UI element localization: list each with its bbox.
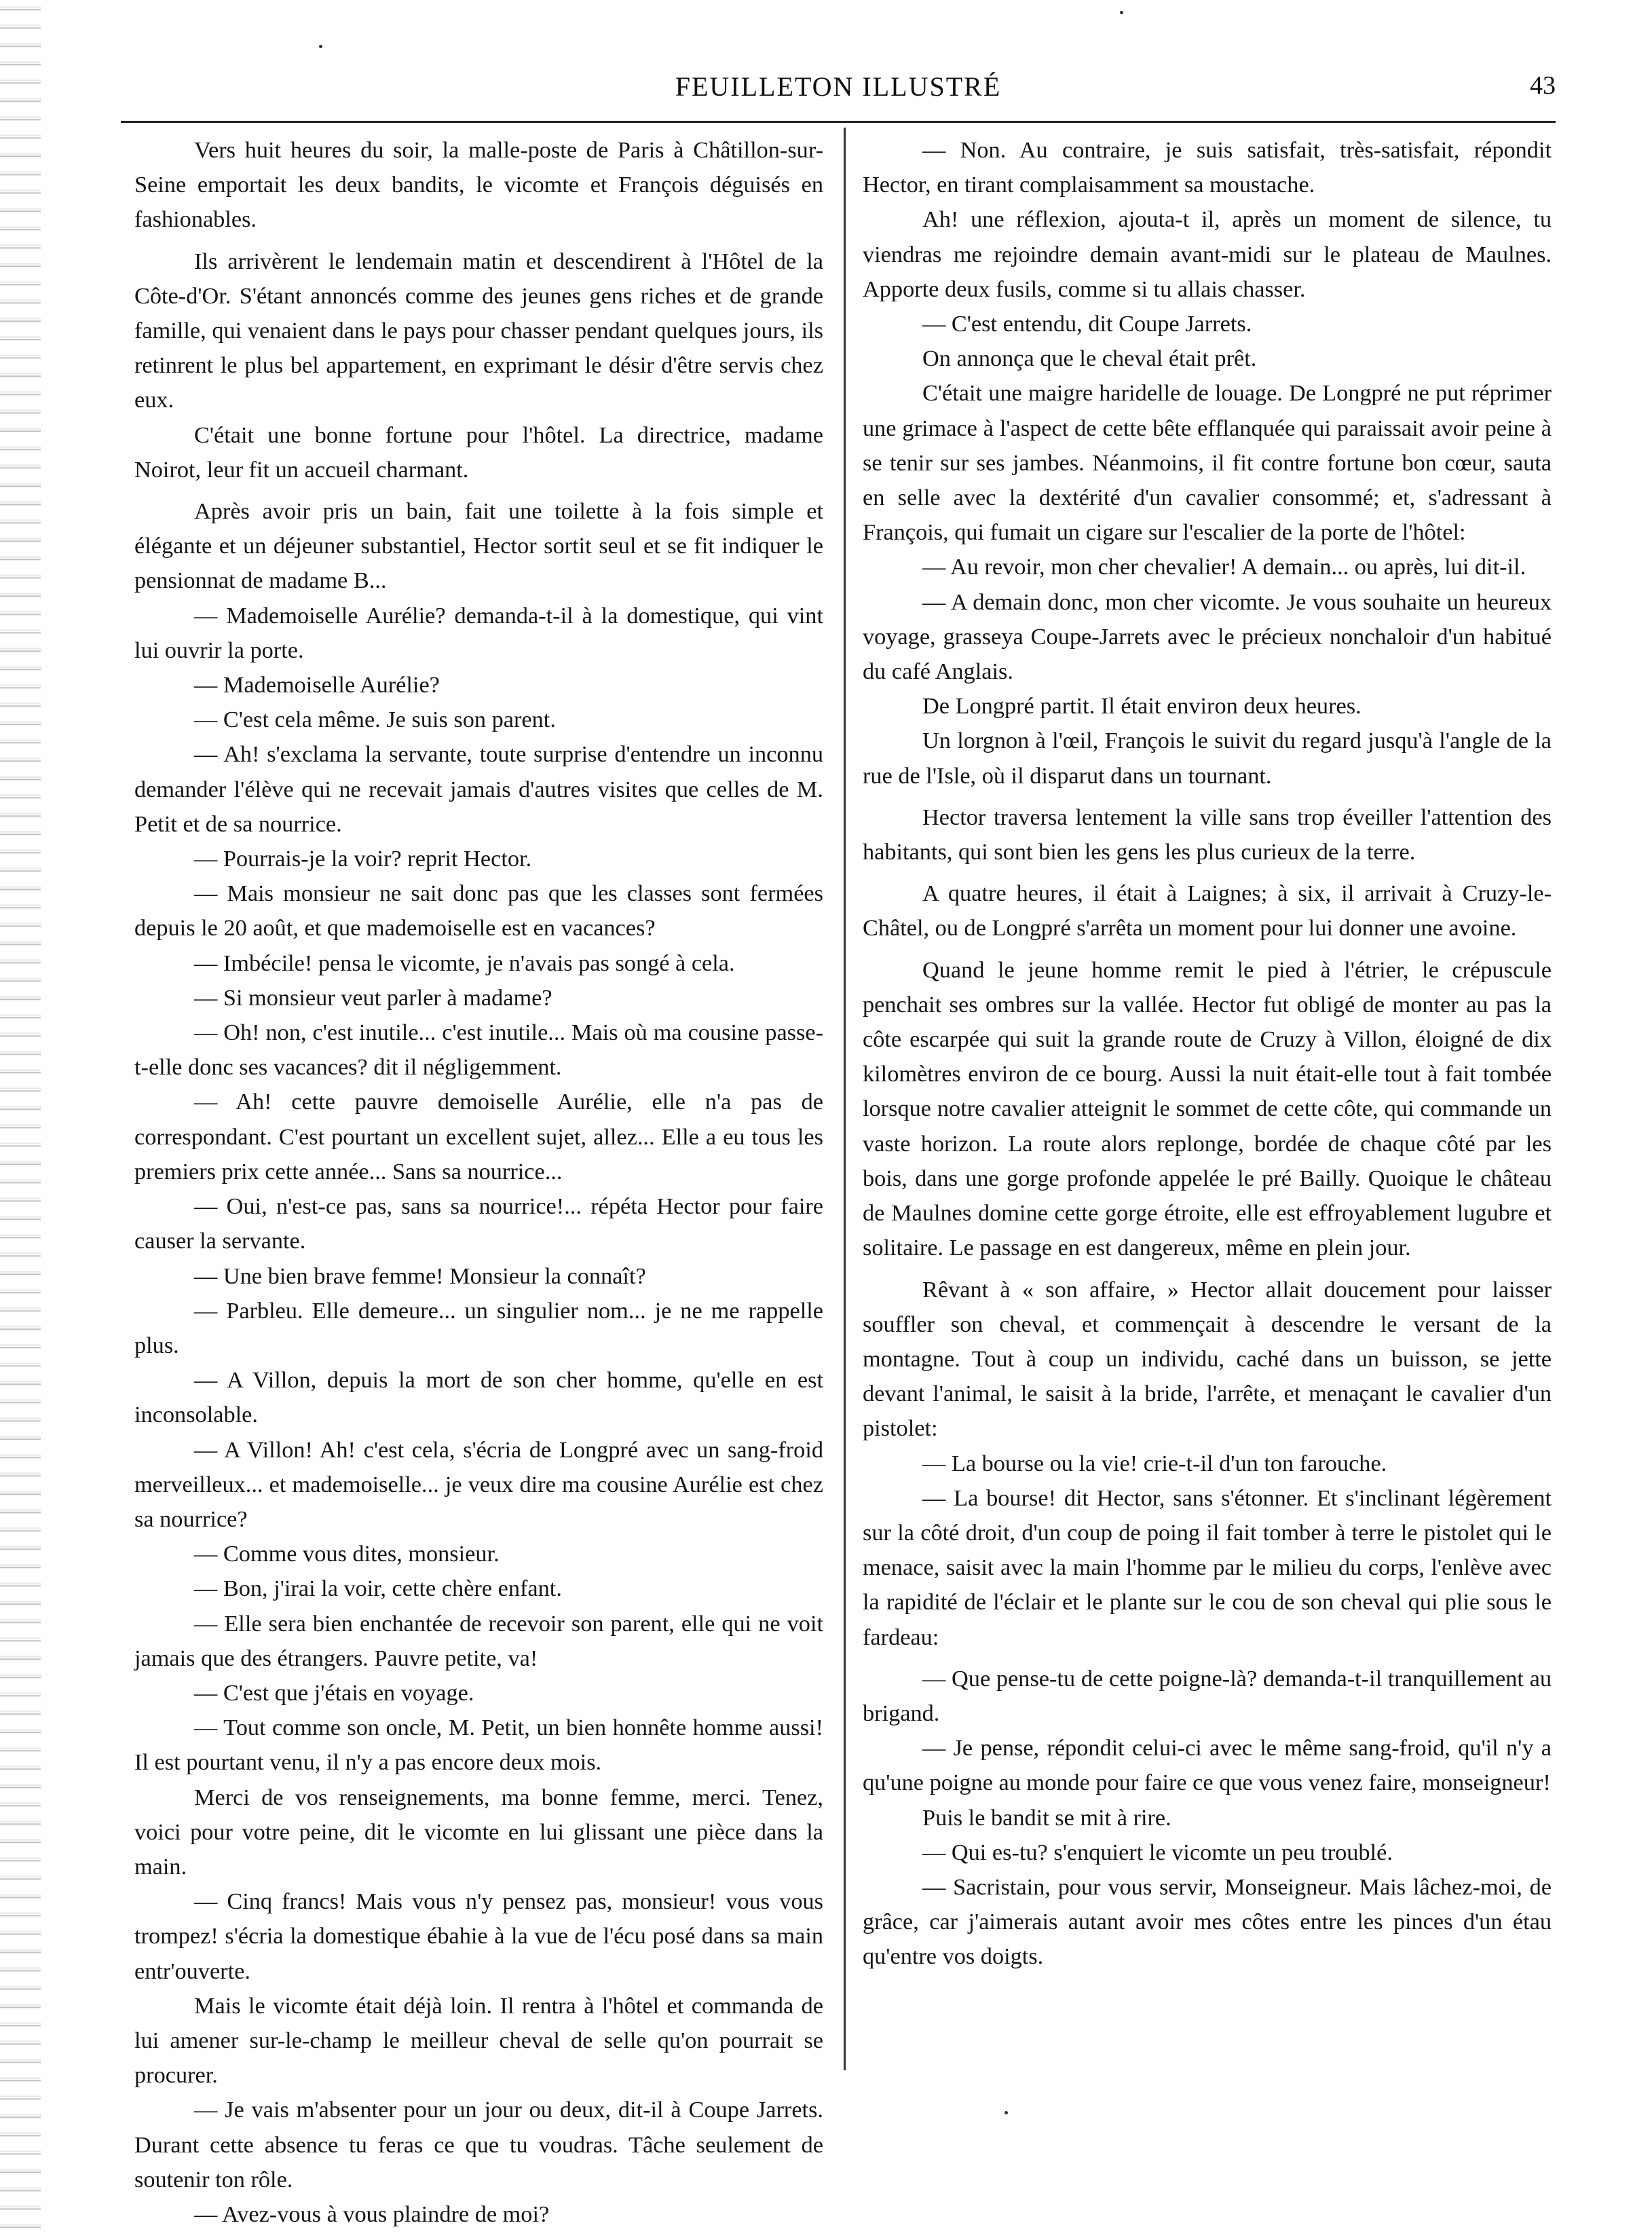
left-column-paragraph: — Mademoiselle Aurélie? demanda-t-il à la domestique, qui vint lui ouvrir la porte. (134, 602, 823, 663)
right-column-paragraph: — C'est entendu, dit Coupe Jarrets. (922, 311, 1252, 337)
right-column-paragraph: A quatre heures, il était à Laignes; à six, il arrivait à Cruzy-le-Châtel, ou de Longpré s'arrêta un moment pour lui donner une avoine. (863, 880, 1552, 941)
left-column-paragraph: — Une bien brave femme! Monsieur la connaît? (194, 1263, 646, 1289)
left-column-paragraph: — Parbleu. Elle demeure... un singulier nom... je ne me rappelle plus. (134, 1297, 823, 1358)
right-column-paragraph: Un lorgnon à l'œil, François le suivit du regard jusqu'à l'angle de la rue de l'Isle, où il disparut dans un tournant. (863, 728, 1552, 789)
running-head (121, 71, 1556, 111)
left-column-paragraph: — Oh! non, c'est inutile... c'est inutile... Mais où ma cousine passe-t-elle donc ses vacances? dit il négligemment. (134, 1020, 823, 1081)
right-column-paragraph: De Longpré partit. Il était environ deux heures. (922, 693, 1362, 720)
left-column-paragraph: Vers huit heures du soir, la malle-poste de Paris à Châtillon-sur-Seine emportait les deux bandits, le vicomte et François déguisés en fashionables. (134, 137, 823, 233)
right-column-paragraph: — A demain donc, mon cher vicomte. Je vous souhaite un heureux voyage, grasseya Coupe-Jarrets avec le précieux nonchaloir d'un habitué du café Anglais. (863, 589, 1552, 685)
right-column-paragraph: — Sacristain, pour vous servir, Monseigneur. Mais lâchez-moi, de grâce, car j'aimerais autant avoir mes côtes entre les pinces d'un étau qu'entre vos doigts. (863, 1873, 1552, 1970)
left-column-paragraph: — Pourrais-je la voir? reprit Hector. (194, 846, 532, 872)
right-column (863, 133, 1552, 1975)
left-column-paragraph: — Imbécile! pensa le vicomte, je n'avais pas songé à cela. (194, 950, 735, 976)
left-column-paragraph: — Si monsieur veut parler à madame? (194, 984, 552, 1011)
right-column-paragraph: — Au revoir, mon cher chevalier! A demain... ou après, lui dit-il. (922, 554, 1526, 580)
print-speck (1120, 11, 1123, 14)
print-speck (1005, 2111, 1008, 2114)
left-column-paragraph: — Comme vous dites, monsieur. (194, 1541, 500, 1567)
left-column-paragraph: — Avez-vous à vous plaindre de moi? (194, 2201, 550, 2227)
right-column-paragraph: Hector traversa lentement la ville sans trop éveiller l'attention des habitants, qui sont bien les gens les plus curieux de la terre. (863, 804, 1552, 865)
right-column-paragraph: Puis le bandit se mit à rire. (922, 1804, 1171, 1831)
left-column-paragraph: — Bon, j'irai la voir, cette chère enfant. (194, 1575, 562, 1602)
left-column-paragraph: — Oui, n'est-ce pas, sans sa nourrice!... répéta Hector pour faire causer la servante. (134, 1193, 823, 1254)
left-column-paragraph: Mais le vicomte était déjà loin. Il rentra à l'hôtel et commanda de lui amener sur-le-champ le meilleur cheval de selle qu'on pourrait se procurer. (134, 1992, 823, 2089)
left-column-paragraph: — Je vais m'absenter pour un jour ou deux, dit-il à Coupe Jarrets. Durant cette absence tu feras ce que tu voudras. Tâche seulement de soutenir ton rôle. (134, 2097, 823, 2192)
left-column-paragraph: — C'est que j'étais en voyage. (194, 1679, 474, 1706)
left-column-paragraph: — A Villon, depuis la mort de son cher homme, qu'elle en est inconsolable. (134, 1367, 823, 1428)
right-column-paragraph: Ah! une réflexion, ajouta-t il, après un moment de silence, tu viendras me rejoindre demain avant-midi sur le plateau de Maulnes. Apporte deux fusils, comme si tu allais chasser. (863, 206, 1552, 302)
left-column-paragraph: — Ah! s'exclama la servante, toute surprise d'entendre un inconnu demander l'élève qui ne recevait jamais d'autres visites que celles de M. Petit et de sa nourrice. (134, 741, 823, 837)
right-column-paragraph: — Qui es-tu? s'enquiert le vicomte un peu troublé. (922, 1839, 1393, 1865)
right-column-paragraph: On annonça que le cheval était prêt. (922, 346, 1257, 372)
page-number: 43 (1530, 71, 1556, 100)
left-column-paragraph: — Cinq francs! Mais vous n'y pensez pas, monsieur! vous vous trompez! s'écria la domestique ébahie à la vue de l'écu posé dans sa main entr'ouverte. (134, 1888, 823, 1984)
column-divider (844, 128, 846, 2070)
publication-title: FEUILLETON ILLUSTRÉ (675, 71, 1002, 102)
right-column-paragraph: — La bourse! dit Hector, sans s'étonner. Et s'inclinant légèrement sur la côté droit, d'un coup de poing il fait tomber à terre le pistolet qui le menace, saisit avec la main l'homme par le milieu du corps, l'enlève avec la rapidité de l'éclair et le plante sur le cou de son cheval qui plie sous le fardeau: (863, 1485, 1552, 1650)
right-column-paragraph: — Non. Au contraire, je suis satisfait, très-satisfait, répondit Hector, en tirant complaisamment sa moustache. (863, 137, 1552, 198)
print-speck (319, 45, 322, 48)
header-rule (121, 121, 1556, 123)
binding-edge (0, 0, 41, 2240)
left-column-paragraph: Après avoir pris un bain, fait une toilette à la fois simple et élégante et un déjeuner substantiel, Hector sortit seul et se fit indiquer le pensionnat de madame B... (134, 498, 823, 594)
left-column-paragraph: — Tout comme son oncle, M. Petit, un bien honnête homme aussi! Il est pourtant venu, il n'y a pas encore deux mois. (134, 1715, 823, 1776)
right-column-paragraph: C'était une maigre haridelle de louage. De Longpré ne put réprimer une grimace à l'aspect de cette bête efflanquée qui paraissait avoir peine à se tenir sur ses jambes. Néanmoins, il fit contre fortune bon cœur, sauta en selle avec la dextérité d'un cavalier consommé; et, s'adressant à François, qui fumait un cigare sur l'escalier de la porte de l'hôtel: (863, 380, 1552, 546)
left-column-paragraph: — Mademoiselle Aurélie? (194, 672, 440, 698)
left-column-paragraph: — C'est cela même. Je suis son parent. (194, 707, 556, 733)
left-column-paragraph: Merci de vos renseignements, ma bonne femme, merci. Tenez, voici pour votre peine, dit le vicomte en lui glissant une pièce dans la main. (134, 1784, 823, 1880)
right-column-paragraph: — Je pense, répondit celui-ci avec le même sang-froid, qu'il n'y a qu'une poigne au monde pour faire ce que vous venez faire, monseigneur! (863, 1735, 1552, 1796)
right-column-paragraph: — Que pense-tu de cette poigne-là? demanda-t-il tranquillement au brigand. (863, 1665, 1552, 1726)
left-column-paragraph: — Elle sera bien enchantée de recevoir son parent, elle qui ne voit jamais que des étrangers. Pauvre petite, va! (134, 1610, 823, 1671)
right-column-paragraph: Rêvant à « son affaire, » Hector allait doucement pour laisser souffler son cheval, et commençait à descendre le versant de la montagne. Tout à coup un individu, caché dans un buisson, se jette devant l'animal, le saisit à la bride, l'arrête, et menaçant le cavalier d'un pistolet: (863, 1276, 1552, 1442)
right-column-paragraph: — La bourse ou la vie! crie-t-il d'un ton farouche. (922, 1450, 1387, 1476)
left-column-paragraph: — Ah! cette pauvre demoiselle Aurélie, elle n'a pas de correspondant. C'est pourtant un excellent sujet, allez... Elle a eu tous les premiers prix cette année... Sans sa nourrice... (134, 1089, 823, 1184)
left-column-paragraph: — Mais monsieur ne sait donc pas que les classes sont fermées depuis le 20 août, et que mademoiselle est en vacances? (134, 880, 823, 941)
left-column-paragraph: C'était une bonne fortune pour l'hôtel. La directrice, madame Noirot, leur fit un accueil charmant. (134, 422, 823, 483)
left-column-paragraph: Ils arrivèrent le lendemain matin et descendirent à l'Hôtel de la Côte-d'Or. S'étant annoncés comme des jeunes gens riches et de grande famille, qui venaient dans le pays pour chasser pendant quelques jours, ils retinrent le plus bel appartement, en exprimant le désir d'être servis chez eux. (134, 248, 823, 413)
left-column-paragraph: — A Villon! Ah! c'est cela, s'écria de Longpré avec un sang-froid merveilleux... et mademoiselle... je veux dire ma cousine Aurélie est chez sa nourrice? (134, 1436, 823, 1532)
right-column-paragraph: Quand le jeune homme remit le pied à l'étrier, le crépuscule penchait ses ombres sur la vallée. Hector fut obligé de monter au pas la côte escarpée qui suit la grande route de Cruzy à Villon, éloigné de dix kilomètres environ de ce bourg. Aussi la nuit était-elle tout à fait tombée lorsque notre cavalier atteignit le sommet de cette côte, qui commande un vaste horizon. La route alors replonge, bordée de chaque côté par les bois, dans une gorge profonde appelée le pré Bailly. Quoique le château de Maulnes domine cette gorge étroite, elle est effroyablement lugubre et solitaire. Le passage en est dangereux, même en plein jour. (863, 956, 1552, 1261)
left-column (134, 133, 823, 2232)
